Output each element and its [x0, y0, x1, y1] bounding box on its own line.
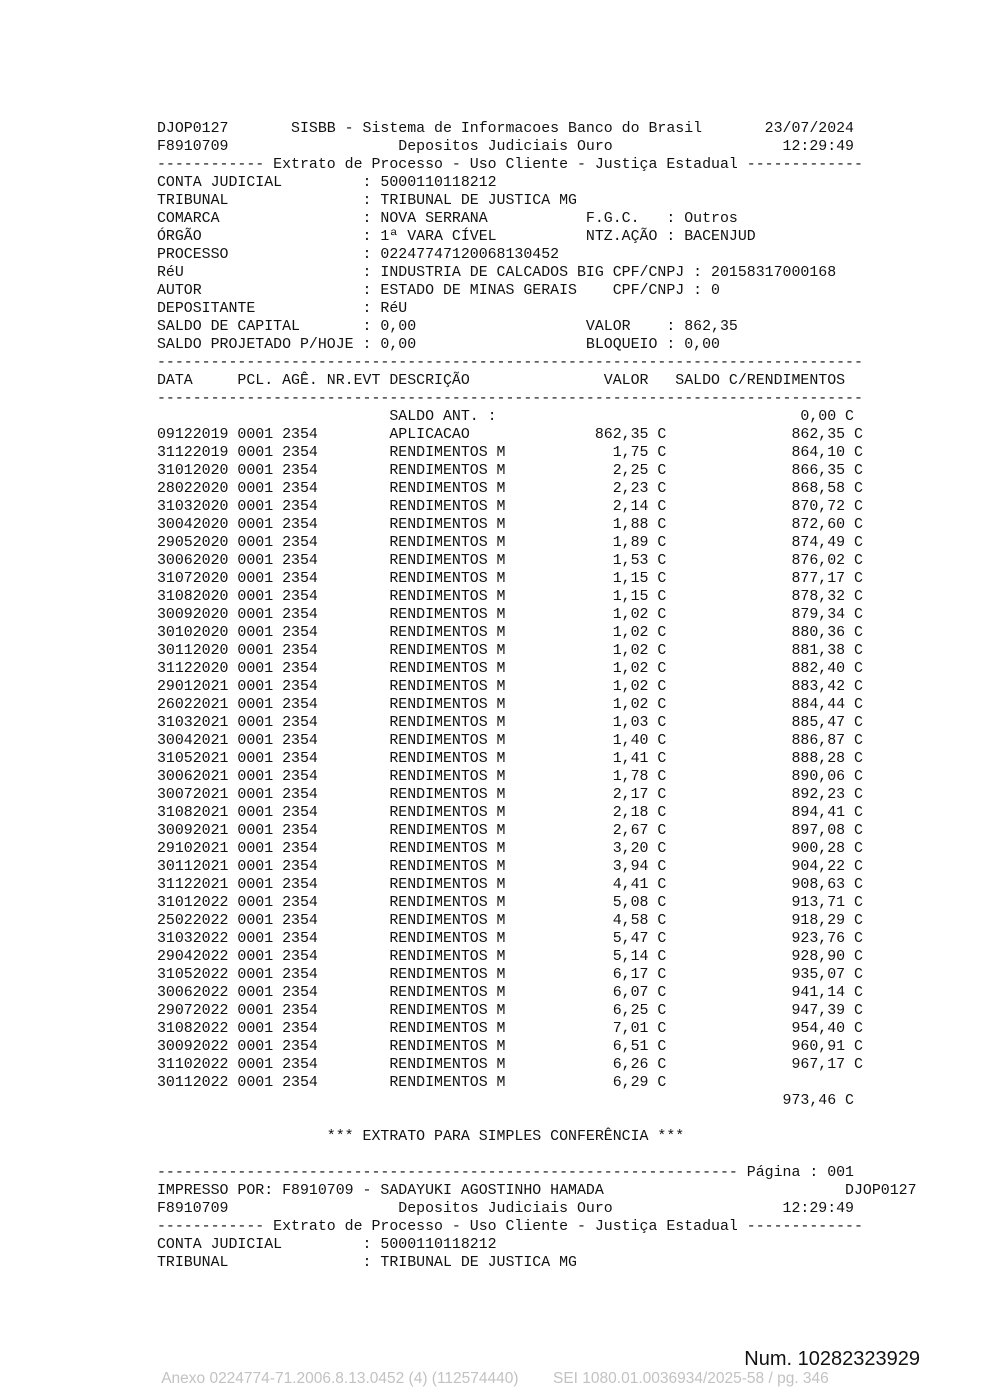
table-row: 31052021 0001 2354 RENDIMENTOS M 1,41 C 888,28 C — [157, 751, 863, 767]
table-row: 31082020 0001 2354 RENDIMENTOS M 1,15 C 878,32 C — [157, 589, 863, 605]
table-row: 31032020 0001 2354 RENDIMENTOS M 2,14 C 870,72 C — [157, 499, 863, 515]
table-row: 09122019 0001 2354 APLICACAO 862,35 C 862,35 C — [157, 427, 863, 443]
info-conta-judicial: CONTA JUDICIAL : 5000110118212 — [157, 175, 497, 191]
table-row: 31082022 0001 2354 RENDIMENTOS M 7,01 C 954,40 C — [157, 1021, 863, 1037]
table-row: 30072021 0001 2354 RENDIMENTOS M 2,17 C 892,23 C — [157, 787, 863, 803]
table-row: 25022022 0001 2354 RENDIMENTOS M 4,58 C 918,29 C — [157, 913, 863, 929]
printed-by: IMPRESSO POR: F8910709 - SADAYUKI AGOSTINHO HAMADA DJOP0127 — [157, 1183, 917, 1199]
table-row: 31122021 0001 2354 RENDIMENTOS M 4,41 C 908,63 C — [157, 877, 863, 893]
info-saldo-projetado: SALDO PROJETADO P/HOJE : 0,00 BLOQUEIO : 0,00 — [157, 337, 720, 353]
table-row: 31012020 0001 2354 RENDIMENTOS M 2,25 C 866,35 C — [157, 463, 863, 479]
table-row: 29042022 0001 2354 RENDIMENTOS M 5,14 C 928,90 C — [157, 949, 863, 965]
header-line-3: ------------ Extrato de Processo - Uso Cliente - Justiça Estadual ------------- — [157, 157, 863, 173]
blank-line — [157, 1146, 957, 1164]
table-row: 31072020 0001 2354 RENDIMENTOS M 1,15 C 877,17 C — [157, 571, 863, 587]
footer-header-2: F8910709 Depositos Judiciais Ouro 12:29:49 — [157, 1201, 854, 1217]
table-row: 31082021 0001 2354 RENDIMENTOS M 2,18 C 894,41 C — [157, 805, 863, 821]
info-block — [157, 174, 957, 354]
info-comarca: COMARCA : NOVA SERRANA F.G.C. : Outros — [157, 211, 738, 227]
blank-line — [157, 1110, 957, 1128]
info-autor: AUTOR : ESTADO DE MINAS GERAIS CPF/CNPJ : 0 — [157, 283, 720, 299]
info-orgao: ÓRGÃO : 1ª VARA CÍVEL NTZ.AÇÃO : BACENJUD — [157, 229, 756, 245]
table-row: 30092021 0001 2354 RENDIMENTOS M 2,67 C 897,08 C — [157, 823, 863, 839]
table-row: 30102020 0001 2354 RENDIMENTOS M 1,02 C 880,36 C — [157, 625, 863, 641]
header-line-1: DJOP0127 SISBB - Sistema de Informacoes Banco do Brasil 23/07/2024 — [157, 121, 854, 137]
table-row: 29012021 0001 2354 RENDIMENTOS M 1,02 C 883,42 C — [157, 679, 863, 695]
table-row: 31032022 0001 2354 RENDIMENTOS M 5,47 C 923,76 C — [157, 931, 863, 947]
table-row: 30042021 0001 2354 RENDIMENTOS M 1,40 C 886,87 C — [157, 733, 863, 749]
table-row: 28022020 0001 2354 RENDIMENTOS M 2,23 C 868,58 C — [157, 481, 863, 497]
saldo-anterior: SALDO ANT. : 0,00 C — [157, 409, 854, 425]
statement-document — [157, 120, 957, 1272]
table-row: 31032021 0001 2354 RENDIMENTOS M 1,03 C 885,47 C — [157, 715, 863, 731]
transaction-list — [157, 426, 957, 1092]
table-row: 26022021 0001 2354 RENDIMENTOS M 1,02 C 884,44 C — [157, 697, 863, 713]
info-depositante: DEPOSITANTE : RéU — [157, 301, 408, 317]
table-row: 30042020 0001 2354 RENDIMENTOS M 1,88 C 872,60 C — [157, 517, 863, 533]
table-row: 30092022 0001 2354 RENDIMENTOS M 6,51 C 960,91 C — [157, 1039, 863, 1055]
table-row: 30092020 0001 2354 RENDIMENTOS M 1,02 C 879,34 C — [157, 607, 863, 623]
table-row: 30112021 0001 2354 RENDIMENTOS M 3,94 C 904,22 C — [157, 859, 863, 875]
column-header: DATA PCL. AGÊ. NR.EVT DESCRIÇÃO VALOR SALDO C/RENDIMENTOS — [157, 373, 846, 389]
separator-line: ------------------------------------------------------------------------------- — [157, 355, 863, 371]
footer-tribunal: TRIBUNAL : TRIBUNAL DE JUSTICA MG — [157, 1255, 577, 1271]
page-indicator: ----------------------------------------------------------------- Página : 001 — [157, 1165, 854, 1181]
table-row: 31122019 0001 2354 RENDIMENTOS M 1,75 C 864,10 C — [157, 445, 863, 461]
table-row: 31052022 0001 2354 RENDIMENTOS M 6,17 C 935,07 C — [157, 967, 863, 983]
table-row: 30112020 0001 2354 RENDIMENTOS M 1,02 C 881,38 C — [157, 643, 863, 659]
info-processo: PROCESSO : 02247747120068130452 — [157, 247, 560, 263]
document-number-stamp: Num. 10282323929 — [744, 1348, 920, 1370]
table-row: 29102021 0001 2354 RENDIMENTOS M 3,20 C 900,28 C — [157, 841, 863, 857]
table-row: 30062022 0001 2354 RENDIMENTOS M 6,07 C 941,14 C — [157, 985, 863, 1001]
footer-conta-judicial: CONTA JUDICIAL : 5000110118212 — [157, 1237, 497, 1253]
table-row: 29052020 0001 2354 RENDIMENTOS M 1,89 C 874,49 C — [157, 535, 863, 551]
info-reu: RéU : INDUSTRIA DE CALCADOS BIG CPF/CNPJ : 20158317000168 — [157, 265, 837, 281]
table-row: 31012022 0001 2354 RENDIMENTOS M 5,08 C 913,71 C — [157, 895, 863, 911]
footer-header-3: ------------ Extrato de Processo - Uso Cliente - Justiça Estadual ------------- — [157, 1219, 863, 1235]
table-row: 31122020 0001 2354 RENDIMENTOS M 1,02 C 882,40 C — [157, 661, 863, 677]
header-line-2: F8910709 Depositos Judiciais Ouro 12:29:49 — [157, 139, 854, 155]
table-row: 30062021 0001 2354 RENDIMENTOS M 1,78 C 890,06 C — [157, 769, 863, 785]
info-saldo-capital: SALDO DE CAPITAL : 0,00 VALOR : 862,35 — [157, 319, 738, 335]
info-tribunal: TRIBUNAL : TRIBUNAL DE JUSTICA MG — [157, 193, 577, 209]
final-balance: 973,46 C — [157, 1093, 854, 1109]
table-row: 30062020 0001 2354 RENDIMENTOS M 1,53 C 876,02 C — [157, 553, 863, 569]
conferencia-note: *** EXTRATO PARA SIMPLES CONFERÊNCIA *** — [157, 1129, 685, 1145]
table-row: 30112022 0001 2354 RENDIMENTOS M 6,29 C — [157, 1075, 667, 1091]
annex-stamp: Anexo 0224774-71.2006.8.13.0452 (4) (112574440) SEI 1080.01.0036934/2025-58 / pg. 346 — [161, 1370, 829, 1387]
separator-line: ------------------------------------------------------------------------------- — [157, 391, 863, 407]
table-row: 29072022 0001 2354 RENDIMENTOS M 6,25 C 947,39 C — [157, 1003, 863, 1019]
table-row: 31102022 0001 2354 RENDIMENTOS M 6,26 C 967,17 C — [157, 1057, 863, 1073]
